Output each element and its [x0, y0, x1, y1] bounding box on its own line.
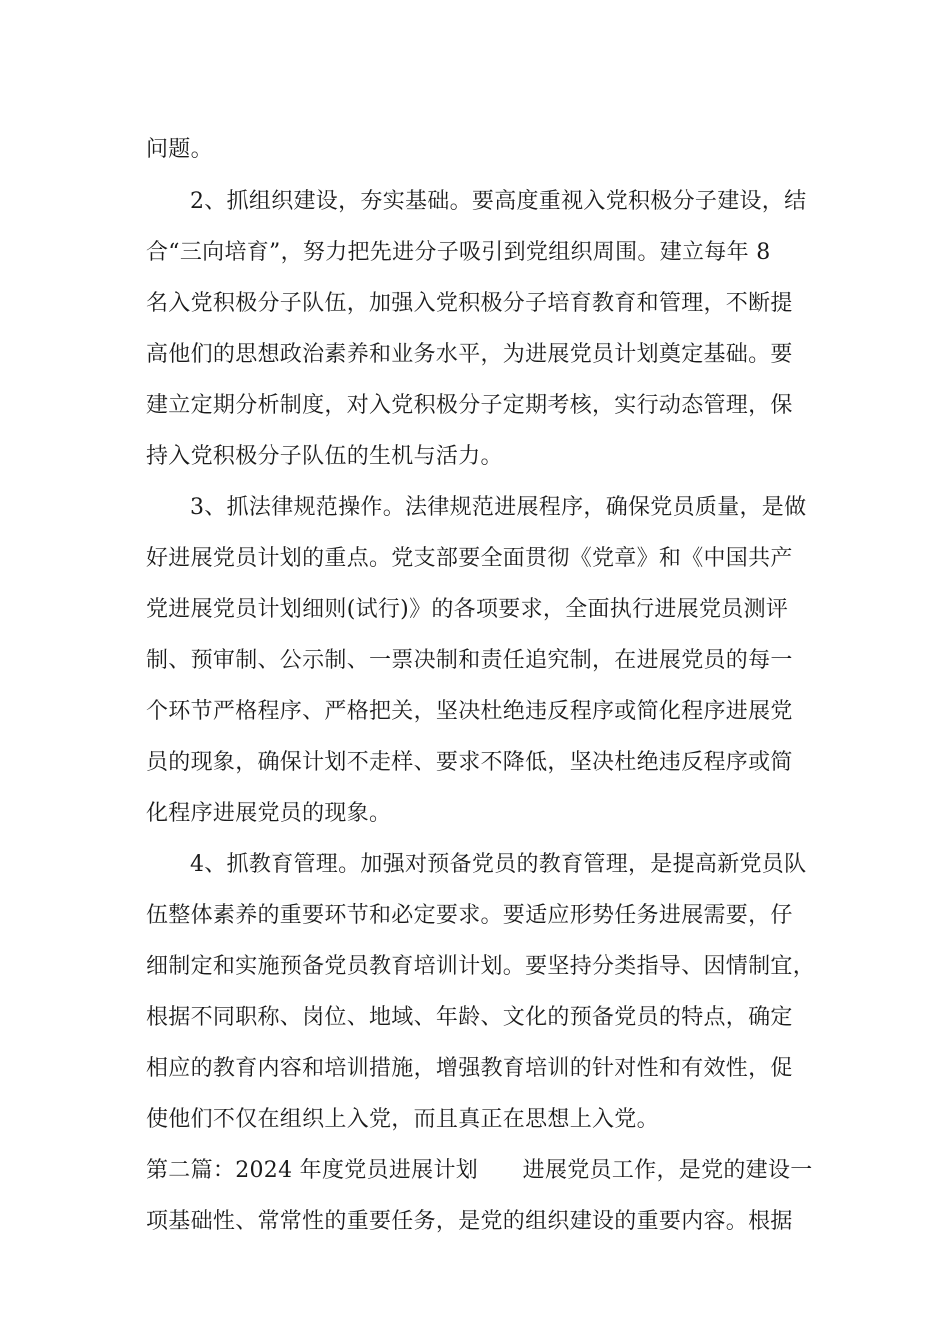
text-line-15: 4、抓教育管理。加强对预备党员的教育管理，是提高新党员队 [190, 852, 807, 877]
text-line-18: 根据不同职称、岗位、地域、年龄、文化的预备党员的特点，确定 [146, 1005, 793, 1030]
text-line-5: 高他们的思想政治素养和业务水平，为进展党员计划奠定基础。要 [146, 342, 793, 367]
text-line-9: 好进展党员计划的重点。党支部要全面贯彻《党章》和《中国共产 [146, 546, 793, 571]
text-line-11: 制、预审制、公示制、一票决制和责任追究制，在进展党员的每一 [146, 648, 793, 673]
text-line-10: 党进展党员计划细则(试行)》的各项要求，全面执行进展党员测评 [146, 597, 789, 622]
text-line-1: 问题。 [146, 137, 213, 162]
text-line-20: 使他们不仅在组织上入党，而且真正在思想上入党。 [146, 1107, 659, 1132]
text-line-21: 第二篇：2024 年度党员进展计划 进展党员工作，是党的建设一 [146, 1158, 813, 1183]
text-line-12: 个环节严格程序、严格把关，坚决杜绝违反程序或简化程序进展党 [146, 699, 793, 724]
text-line-2: 2、抓组织建设，夯实基础。要高度重视入党积极分子建设，结 [190, 189, 807, 214]
text-line-3: 合“三向培育”，努力把先进分子吸引到党组织周围。建立每年 8 [146, 240, 771, 265]
text-line-4: 名入党积极分子队伍，加强入党积极分子培育教育和管理，不断提 [146, 291, 793, 316]
text-line-8: 3、抓法律规范操作。法律规范进展程序，确保党员质量，是做 [190, 495, 807, 520]
text-line-7: 持入党积极分子队伍的生机与活力。 [146, 444, 503, 469]
text-line-17: 细制定和实施预备党员教育培训计划。要坚持分类指导、因情制宜， [146, 954, 816, 979]
text-line-16: 伍整体素养的重要环节和必定要求。要适应形势任务进展需要，仔 [146, 903, 793, 928]
text-line-14: 化程序进展党员的现象。 [146, 801, 392, 826]
text-line-19: 相应的教育内容和培训措施，增强教育培训的针对性和有效性，促 [146, 1056, 793, 1081]
text-line-13: 员的现象，确保计划不走样、要求不降低，坚决杜绝违反程序或简 [146, 750, 793, 775]
text-line-6: 建立定期分析制度，对入党积极分子定期考核，实行动态管理，保 [146, 393, 793, 418]
text-line-22: 项基础性、常常性的重要任务，是党的组织建设的重要内容。根据 [146, 1209, 793, 1234]
